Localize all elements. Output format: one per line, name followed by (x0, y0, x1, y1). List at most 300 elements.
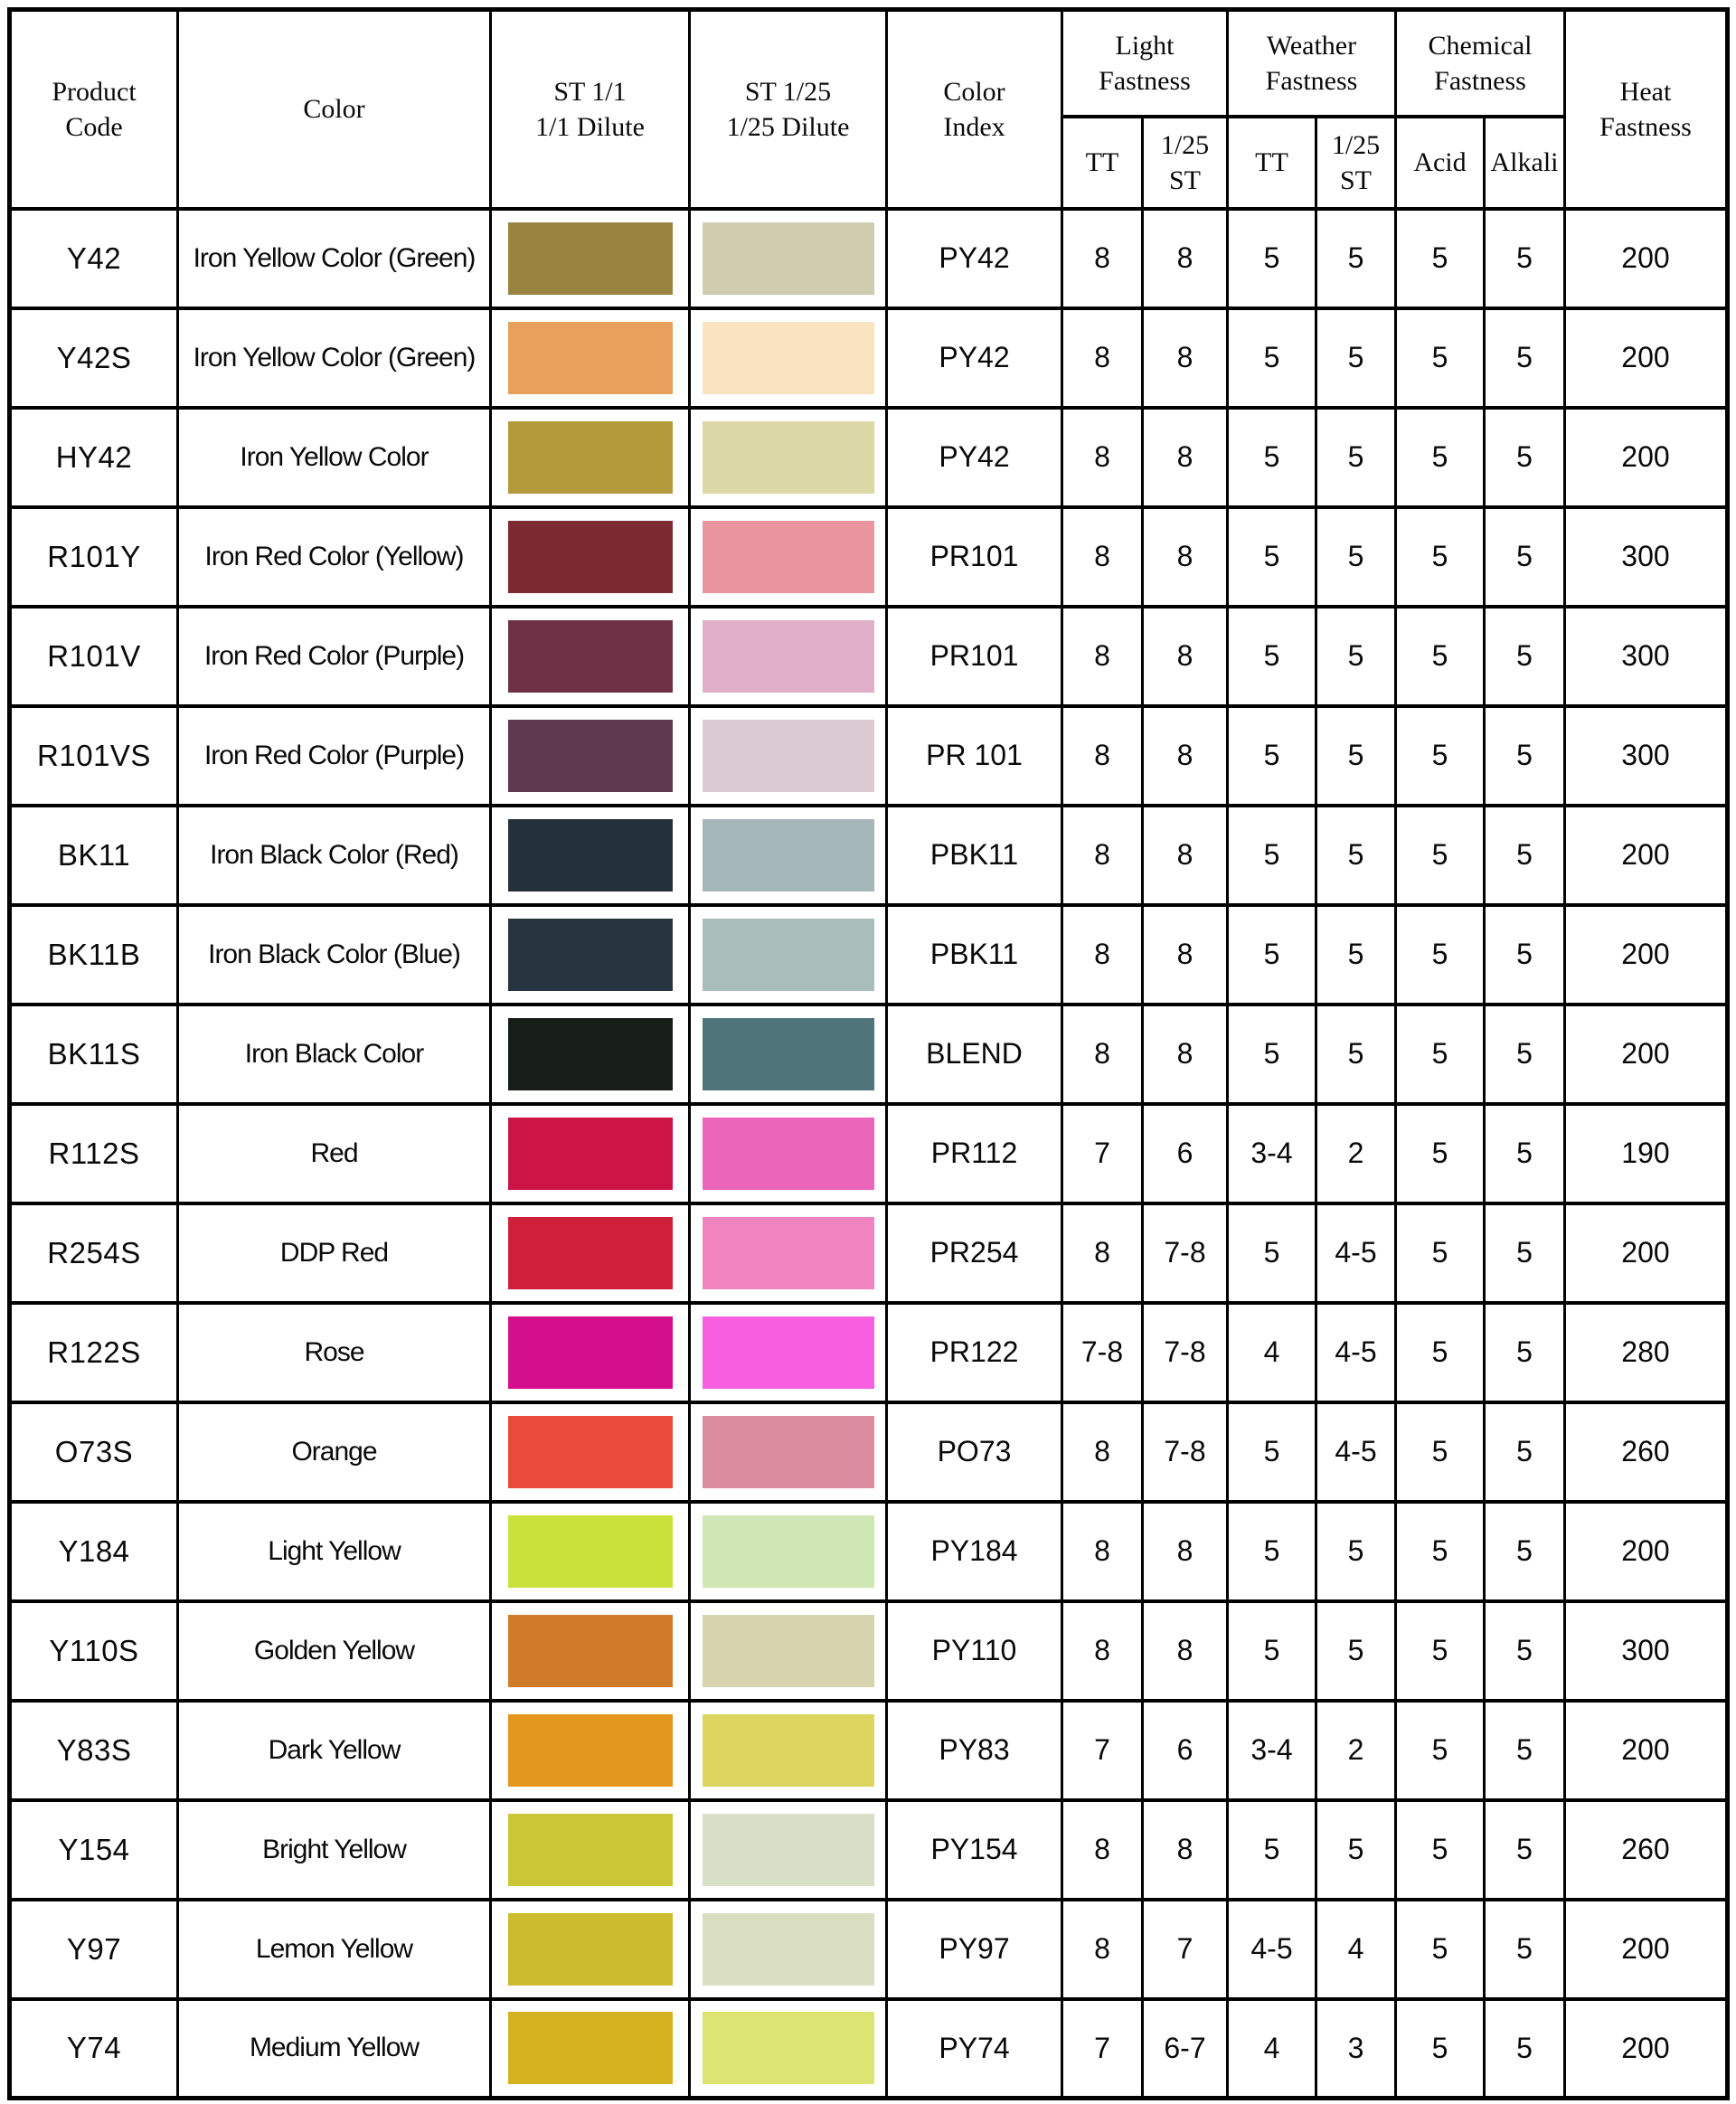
heat-fastness-cell: 200 (1565, 806, 1728, 905)
product-code-cell: BK11 (10, 806, 178, 905)
full-strength-color-swatch (508, 919, 673, 991)
chemical-alkali-cell: 5 (1485, 1005, 1565, 1104)
full-strength-swatch-cell (491, 1005, 690, 1104)
chemical-acid-cell: 5 (1396, 209, 1485, 308)
chemical-acid-cell: 5 (1396, 1800, 1485, 1900)
light-fastness-tt-cell: 8 (1062, 308, 1143, 408)
dilute-swatch-cell (690, 1005, 887, 1104)
heat-fastness-cell: 200 (1565, 1900, 1728, 1999)
color-name-cell: Iron Red Color (Purple) (178, 706, 491, 806)
heat-fastness-cell: 280 (1565, 1303, 1728, 1402)
weather-fastness-tt-cell: 3-4 (1228, 1104, 1316, 1203)
chemical-acid-cell: 5 (1396, 1104, 1485, 1203)
light-fastness-125st-cell: 8 (1143, 308, 1228, 408)
weather-fastness-125st-cell: 5 (1316, 408, 1396, 507)
light-fastness-125st-cell: 7 (1143, 1900, 1228, 1999)
product-code-cell: BK11S (10, 1005, 178, 1104)
chemical-acid-cell: 5 (1396, 507, 1485, 607)
full-strength-color-swatch (508, 1217, 673, 1289)
weather-fastness-125st-cell: 3 (1316, 1999, 1396, 2099)
heat-fastness-cell: 300 (1565, 607, 1728, 706)
weather-fastness-125st-cell: 5 (1316, 1502, 1396, 1601)
chemical-alkali-cell: 5 (1485, 905, 1565, 1005)
weather-fastness-tt-cell: 5 (1228, 1800, 1316, 1900)
weather-fastness-125st-cell: 5 (1316, 905, 1396, 1005)
full-strength-swatch-cell (491, 1502, 690, 1601)
product-code-cell: BK11B (10, 905, 178, 1005)
chemical-alkali-cell: 5 (1485, 1601, 1565, 1701)
chemical-acid-cell: 5 (1396, 1601, 1485, 1701)
light-fastness-125st-cell: 6 (1143, 1701, 1228, 1800)
light-fastness-tt-cell: 8 (1062, 1005, 1143, 1104)
color-index-cell: PR112 (887, 1104, 1062, 1203)
light-fastness-125st-cell: 8 (1143, 507, 1228, 607)
weather-fastness-125st-cell: 4-5 (1316, 1203, 1396, 1303)
light-fastness-125st-cell: 7-8 (1143, 1303, 1228, 1402)
color-name-cell: Iron Red Color (Purple) (178, 607, 491, 706)
full-strength-swatch-cell (491, 1900, 690, 1999)
heat-fastness-cell: 200 (1565, 209, 1728, 308)
chemical-alkali-cell: 5 (1485, 806, 1565, 905)
color-name-cell: Dark Yellow (178, 1701, 491, 1800)
color-index-cell: PY74 (887, 1999, 1062, 2099)
table-row (10, 905, 1728, 1005)
chemical-acid-cell: 5 (1396, 1203, 1485, 1303)
table-row (10, 806, 1728, 905)
weather-fastness-125st-cell: 4 (1316, 1900, 1396, 1999)
product-code-cell: R254S (10, 1203, 178, 1303)
chemical-alkali-cell: 5 (1485, 1701, 1565, 1800)
color-index-cell: PY97 (887, 1900, 1062, 1999)
light-fastness-125st-cell: 8 (1143, 1601, 1228, 1701)
light-fastness-125st-cell: 6 (1143, 1104, 1228, 1203)
light-fastness-tt-cell: 8 (1062, 806, 1143, 905)
chemical-acid-cell: 5 (1396, 1005, 1485, 1104)
full-strength-color-swatch (508, 1714, 673, 1787)
dilute-color-swatch (703, 720, 874, 792)
product-code-cell: R101V (10, 607, 178, 706)
full-strength-color-swatch (508, 1515, 673, 1588)
product-code-cell: Y74 (10, 1999, 178, 2099)
product-code-cell: R122S (10, 1303, 178, 1402)
chemical-alkali-cell: 5 (1485, 607, 1565, 706)
dilute-color-swatch (703, 222, 874, 295)
color-index-cell: PY42 (887, 308, 1062, 408)
full-strength-color-swatch (508, 521, 673, 593)
weather-fastness-125st-cell: 5 (1316, 1601, 1396, 1701)
chemical-acid-cell: 5 (1396, 1303, 1485, 1402)
dilute-swatch-cell (690, 1303, 887, 1402)
pigment-color-table (7, 7, 1730, 2100)
chemical-acid-cell: 5 (1396, 1999, 1485, 2099)
dilute-swatch-cell (690, 1104, 887, 1203)
table-row (10, 209, 1728, 308)
chemical-acid-cell: 5 (1396, 1502, 1485, 1601)
color-index-cell: PBK11 (887, 905, 1062, 1005)
full-strength-color-swatch (508, 1814, 673, 1886)
weather-fastness-125st-cell: 2 (1316, 1701, 1396, 1800)
light-fastness-125st-cell: 8 (1143, 209, 1228, 308)
table-row (10, 1601, 1728, 1701)
table-row (10, 1701, 1728, 1800)
weather-fastness-tt-cell: 5 (1228, 1502, 1316, 1601)
chemical-alkali-cell: 5 (1485, 1402, 1565, 1502)
product-code-cell: Y42 (10, 209, 178, 308)
dilute-color-swatch (703, 1416, 874, 1488)
color-name-cell: Iron Red Color (Yellow) (178, 507, 491, 607)
table-row (10, 1005, 1728, 1104)
subheader-light-125st: 1/25 ST (1143, 117, 1228, 209)
color-index-cell: PR101 (887, 507, 1062, 607)
light-fastness-tt-cell: 8 (1062, 1800, 1143, 1900)
dilute-color-swatch (703, 1217, 874, 1289)
color-name-cell: Iron Black Color (178, 1005, 491, 1104)
full-strength-swatch-cell (491, 905, 690, 1005)
full-strength-swatch-cell (491, 507, 690, 607)
weather-fastness-tt-cell: 4-5 (1228, 1900, 1316, 1999)
full-strength-color-swatch (508, 620, 673, 693)
weather-fastness-125st-cell: 5 (1316, 706, 1396, 806)
dilute-color-swatch (703, 620, 874, 693)
color-name-cell: Iron Black Color (Red) (178, 806, 491, 905)
full-strength-color-swatch (508, 1416, 673, 1488)
weather-fastness-tt-cell: 5 (1228, 607, 1316, 706)
dilute-swatch-cell (690, 905, 887, 1005)
light-fastness-tt-cell: 8 (1062, 706, 1143, 806)
table-row (10, 308, 1728, 408)
color-index-cell: PY184 (887, 1502, 1062, 1601)
dilute-color-swatch (703, 1913, 874, 1986)
color-index-cell: PY42 (887, 408, 1062, 507)
header-heat-fastness: Heat Fastness (1565, 10, 1728, 209)
weather-fastness-125st-cell: 2 (1316, 1104, 1396, 1203)
full-strength-color-swatch (508, 1615, 673, 1687)
header-weather-fastness: Weather Fastness (1228, 10, 1396, 117)
color-index-cell: PR122 (887, 1303, 1062, 1402)
full-strength-swatch-cell (491, 1999, 690, 2099)
full-strength-color-swatch (508, 819, 673, 892)
heat-fastness-cell: 200 (1565, 408, 1728, 507)
dilute-color-swatch (703, 1515, 874, 1588)
light-fastness-tt-cell: 8 (1062, 1900, 1143, 1999)
table-row (10, 1999, 1728, 2099)
dilute-color-swatch (703, 1316, 874, 1389)
light-fastness-125st-cell: 8 (1143, 905, 1228, 1005)
header-light-fastness: Light Fastness (1062, 10, 1228, 117)
weather-fastness-125st-cell: 5 (1316, 209, 1396, 308)
product-code-cell: HY42 (10, 408, 178, 507)
full-strength-color-swatch (508, 1913, 673, 1986)
product-code-cell: Y184 (10, 1502, 178, 1601)
full-strength-swatch-cell (491, 408, 690, 507)
dilute-color-swatch (703, 1714, 874, 1787)
light-fastness-tt-cell: 8 (1062, 607, 1143, 706)
light-fastness-125st-cell: 6-7 (1143, 1999, 1228, 2099)
weather-fastness-tt-cell: 5 (1228, 308, 1316, 408)
full-strength-swatch-cell (491, 1601, 690, 1701)
heat-fastness-cell: 200 (1565, 1005, 1728, 1104)
table-row (10, 408, 1728, 507)
light-fastness-125st-cell: 7-8 (1143, 1203, 1228, 1303)
header-st11: ST 1/1 1/1 Dilute (491, 10, 690, 209)
dilute-swatch-cell (690, 1900, 887, 1999)
full-strength-color-swatch (508, 2012, 673, 2084)
chemical-acid-cell: 5 (1396, 706, 1485, 806)
chemical-alkali-cell: 5 (1485, 308, 1565, 408)
light-fastness-125st-cell: 8 (1143, 1502, 1228, 1601)
product-code-cell: Y83S (10, 1701, 178, 1800)
full-strength-swatch-cell (491, 1402, 690, 1502)
dilute-swatch-cell (690, 1203, 887, 1303)
chemical-alkali-cell: 5 (1485, 507, 1565, 607)
dilute-swatch-cell (690, 1502, 887, 1601)
weather-fastness-tt-cell: 3-4 (1228, 1701, 1316, 1800)
product-code-cell: R101Y (10, 507, 178, 607)
header-product-code: Product Code (10, 10, 178, 209)
dilute-swatch-cell (690, 706, 887, 806)
color-name-cell: Rose (178, 1303, 491, 1402)
weather-fastness-tt-cell: 4 (1228, 1303, 1316, 1402)
color-index-cell: PR 101 (887, 706, 1062, 806)
light-fastness-125st-cell: 8 (1143, 1800, 1228, 1900)
heat-fastness-cell: 260 (1565, 1402, 1728, 1502)
color-index-cell: PY42 (887, 209, 1062, 308)
full-strength-swatch-cell (491, 1701, 690, 1800)
table-row (10, 1303, 1728, 1402)
full-strength-color-swatch (508, 322, 673, 394)
full-strength-swatch-cell (491, 706, 690, 806)
table-row (10, 1800, 1728, 1900)
dilute-color-swatch (703, 1118, 874, 1190)
color-name-cell: DDP Red (178, 1203, 491, 1303)
light-fastness-tt-cell: 7 (1062, 1999, 1143, 2099)
color-name-cell: Light Yellow (178, 1502, 491, 1601)
dilute-color-swatch (703, 421, 874, 494)
light-fastness-125st-cell: 8 (1143, 607, 1228, 706)
color-index-cell: BLEND (887, 1005, 1062, 1104)
color-name-cell: Bright Yellow (178, 1800, 491, 1900)
subheader-light-tt: TT (1062, 117, 1143, 209)
full-strength-swatch-cell (491, 607, 690, 706)
chemical-acid-cell: 5 (1396, 905, 1485, 1005)
full-strength-swatch-cell (491, 209, 690, 308)
full-strength-swatch-cell (491, 806, 690, 905)
weather-fastness-tt-cell: 5 (1228, 1203, 1316, 1303)
chemical-acid-cell: 5 (1396, 1900, 1485, 1999)
light-fastness-tt-cell: 8 (1062, 905, 1143, 1005)
full-strength-swatch-cell (491, 1303, 690, 1402)
dilute-swatch-cell (690, 1601, 887, 1701)
dilute-color-swatch (703, 521, 874, 593)
product-code-cell: Y42S (10, 308, 178, 408)
weather-fastness-125st-cell: 5 (1316, 308, 1396, 408)
color-index-cell: PO73 (887, 1402, 1062, 1502)
light-fastness-tt-cell: 8 (1062, 408, 1143, 507)
table-row (10, 706, 1728, 806)
color-index-cell: PY154 (887, 1800, 1062, 1900)
light-fastness-tt-cell: 7 (1062, 1104, 1143, 1203)
header-color: Color (178, 10, 491, 209)
chemical-acid-cell: 5 (1396, 1402, 1485, 1502)
dilute-color-swatch (703, 2012, 874, 2084)
color-name-cell: Golden Yellow (178, 1601, 491, 1701)
weather-fastness-125st-cell: 5 (1316, 607, 1396, 706)
weather-fastness-125st-cell: 5 (1316, 507, 1396, 607)
color-name-cell: Iron Yellow Color (178, 408, 491, 507)
header-color-index: Color Index (887, 10, 1062, 209)
chemical-acid-cell: 5 (1396, 1701, 1485, 1800)
product-code-cell: R101VS (10, 706, 178, 806)
heat-fastness-cell: 300 (1565, 1601, 1728, 1701)
color-name-cell: Iron Black Color (Blue) (178, 905, 491, 1005)
dilute-color-swatch (703, 1814, 874, 1886)
dilute-swatch-cell (690, 1999, 887, 2099)
color-index-cell: PR101 (887, 607, 1062, 706)
heat-fastness-cell: 300 (1565, 507, 1728, 607)
heat-fastness-cell: 200 (1565, 308, 1728, 408)
light-fastness-tt-cell: 8 (1062, 1402, 1143, 1502)
product-code-cell: O73S (10, 1402, 178, 1502)
dilute-color-swatch (703, 919, 874, 991)
full-strength-color-swatch (508, 222, 673, 295)
chemical-acid-cell: 5 (1396, 806, 1485, 905)
table-row (10, 1203, 1728, 1303)
dilute-swatch-cell (690, 507, 887, 607)
color-name-cell: Lemon Yellow (178, 1900, 491, 1999)
heat-fastness-cell: 200 (1565, 1701, 1728, 1800)
dilute-swatch-cell (690, 806, 887, 905)
product-code-cell: Y97 (10, 1900, 178, 1999)
weather-fastness-tt-cell: 5 (1228, 905, 1316, 1005)
table-row (10, 1900, 1728, 1999)
table-row (10, 1502, 1728, 1601)
light-fastness-tt-cell: 8 (1062, 507, 1143, 607)
chemical-alkali-cell: 5 (1485, 209, 1565, 308)
weather-fastness-tt-cell: 5 (1228, 1601, 1316, 1701)
light-fastness-125st-cell: 7-8 (1143, 1402, 1228, 1502)
table-row (10, 1402, 1728, 1502)
full-strength-swatch-cell (491, 308, 690, 408)
heat-fastness-cell: 300 (1565, 706, 1728, 806)
color-index-cell: PR254 (887, 1203, 1062, 1303)
dilute-swatch-cell (690, 209, 887, 308)
chemical-alkali-cell: 5 (1485, 706, 1565, 806)
color-name-cell: Iron Yellow Color (Green) (178, 209, 491, 308)
light-fastness-tt-cell: 8 (1062, 1502, 1143, 1601)
weather-fastness-tt-cell: 5 (1228, 1402, 1316, 1502)
full-strength-color-swatch (508, 720, 673, 792)
chemical-acid-cell: 5 (1396, 308, 1485, 408)
dilute-swatch-cell (690, 408, 887, 507)
weather-fastness-tt-cell: 5 (1228, 806, 1316, 905)
dilute-swatch-cell (690, 1800, 887, 1900)
light-fastness-125st-cell: 8 (1143, 408, 1228, 507)
light-fastness-tt-cell: 8 (1062, 1601, 1143, 1701)
color-name-cell: Red (178, 1104, 491, 1203)
heat-fastness-cell: 260 (1565, 1800, 1728, 1900)
full-strength-color-swatch (508, 1118, 673, 1190)
full-strength-color-swatch (508, 1018, 673, 1090)
light-fastness-125st-cell: 8 (1143, 806, 1228, 905)
dilute-color-swatch (703, 322, 874, 394)
dilute-color-swatch (703, 1018, 874, 1090)
light-fastness-tt-cell: 8 (1062, 1203, 1143, 1303)
dilute-swatch-cell (690, 308, 887, 408)
chemical-alkali-cell: 5 (1485, 1104, 1565, 1203)
heat-fastness-cell: 200 (1565, 1502, 1728, 1601)
weather-fastness-tt-cell: 5 (1228, 209, 1316, 308)
product-code-cell: Y154 (10, 1800, 178, 1900)
weather-fastness-tt-cell: 5 (1228, 507, 1316, 607)
color-index-cell: PY83 (887, 1701, 1062, 1800)
weather-fastness-125st-cell: 5 (1316, 1005, 1396, 1104)
full-strength-color-swatch (508, 421, 673, 494)
table-row (10, 607, 1728, 706)
light-fastness-tt-cell: 7-8 (1062, 1303, 1143, 1402)
subheader-acid: Acid (1396, 117, 1485, 209)
color-index-cell: PY110 (887, 1601, 1062, 1701)
color-name-cell: Iron Yellow Color (Green) (178, 308, 491, 408)
table-row (10, 1104, 1728, 1203)
dilute-color-swatch (703, 1615, 874, 1687)
weather-fastness-tt-cell: 5 (1228, 1005, 1316, 1104)
subheader-weather-125st: 1/25 ST (1316, 117, 1396, 209)
weather-fastness-tt-cell: 5 (1228, 706, 1316, 806)
light-fastness-125st-cell: 8 (1143, 706, 1228, 806)
subheader-alkali: Alkali (1485, 117, 1565, 209)
dilute-color-swatch (703, 819, 874, 892)
chemical-alkali-cell: 5 (1485, 1203, 1565, 1303)
dilute-swatch-cell (690, 1701, 887, 1800)
header-st125: ST 1/25 1/25 Dilute (690, 10, 887, 209)
chemical-alkali-cell: 5 (1485, 1502, 1565, 1601)
product-code-cell: R112S (10, 1104, 178, 1203)
chemical-alkali-cell: 5 (1485, 1999, 1565, 2099)
full-strength-swatch-cell (491, 1800, 690, 1900)
full-strength-color-swatch (508, 1316, 673, 1389)
dilute-swatch-cell (690, 607, 887, 706)
full-strength-swatch-cell (491, 1203, 690, 1303)
light-fastness-tt-cell: 7 (1062, 1701, 1143, 1800)
chemical-alkali-cell: 5 (1485, 1800, 1565, 1900)
light-fastness-tt-cell: 8 (1062, 209, 1143, 308)
table-row (10, 507, 1728, 607)
chemical-alkali-cell: 5 (1485, 1900, 1565, 1999)
weather-fastness-125st-cell: 5 (1316, 1800, 1396, 1900)
chemical-alkali-cell: 5 (1485, 1303, 1565, 1402)
header-chemical-fastness: Chemical Fastness (1396, 10, 1565, 117)
heat-fastness-cell: 190 (1565, 1104, 1728, 1203)
color-index-cell: PBK11 (887, 806, 1062, 905)
color-name-cell: Orange (178, 1402, 491, 1502)
weather-fastness-125st-cell: 4-5 (1316, 1303, 1396, 1402)
product-code-cell: Y110S (10, 1601, 178, 1701)
light-fastness-125st-cell: 8 (1143, 1005, 1228, 1104)
heat-fastness-cell: 200 (1565, 1999, 1728, 2099)
heat-fastness-cell: 200 (1565, 1203, 1728, 1303)
color-name-cell: Medium Yellow (178, 1999, 491, 2099)
subheader-weather-tt: TT (1228, 117, 1316, 209)
chemical-acid-cell: 5 (1396, 607, 1485, 706)
weather-fastness-tt-cell: 4 (1228, 1999, 1316, 2099)
heat-fastness-cell: 200 (1565, 905, 1728, 1005)
dilute-swatch-cell (690, 1402, 887, 1502)
weather-fastness-125st-cell: 4-5 (1316, 1402, 1396, 1502)
weather-fastness-tt-cell: 5 (1228, 408, 1316, 507)
weather-fastness-125st-cell: 5 (1316, 806, 1396, 905)
chemical-alkali-cell: 5 (1485, 408, 1565, 507)
full-strength-swatch-cell (491, 1104, 690, 1203)
